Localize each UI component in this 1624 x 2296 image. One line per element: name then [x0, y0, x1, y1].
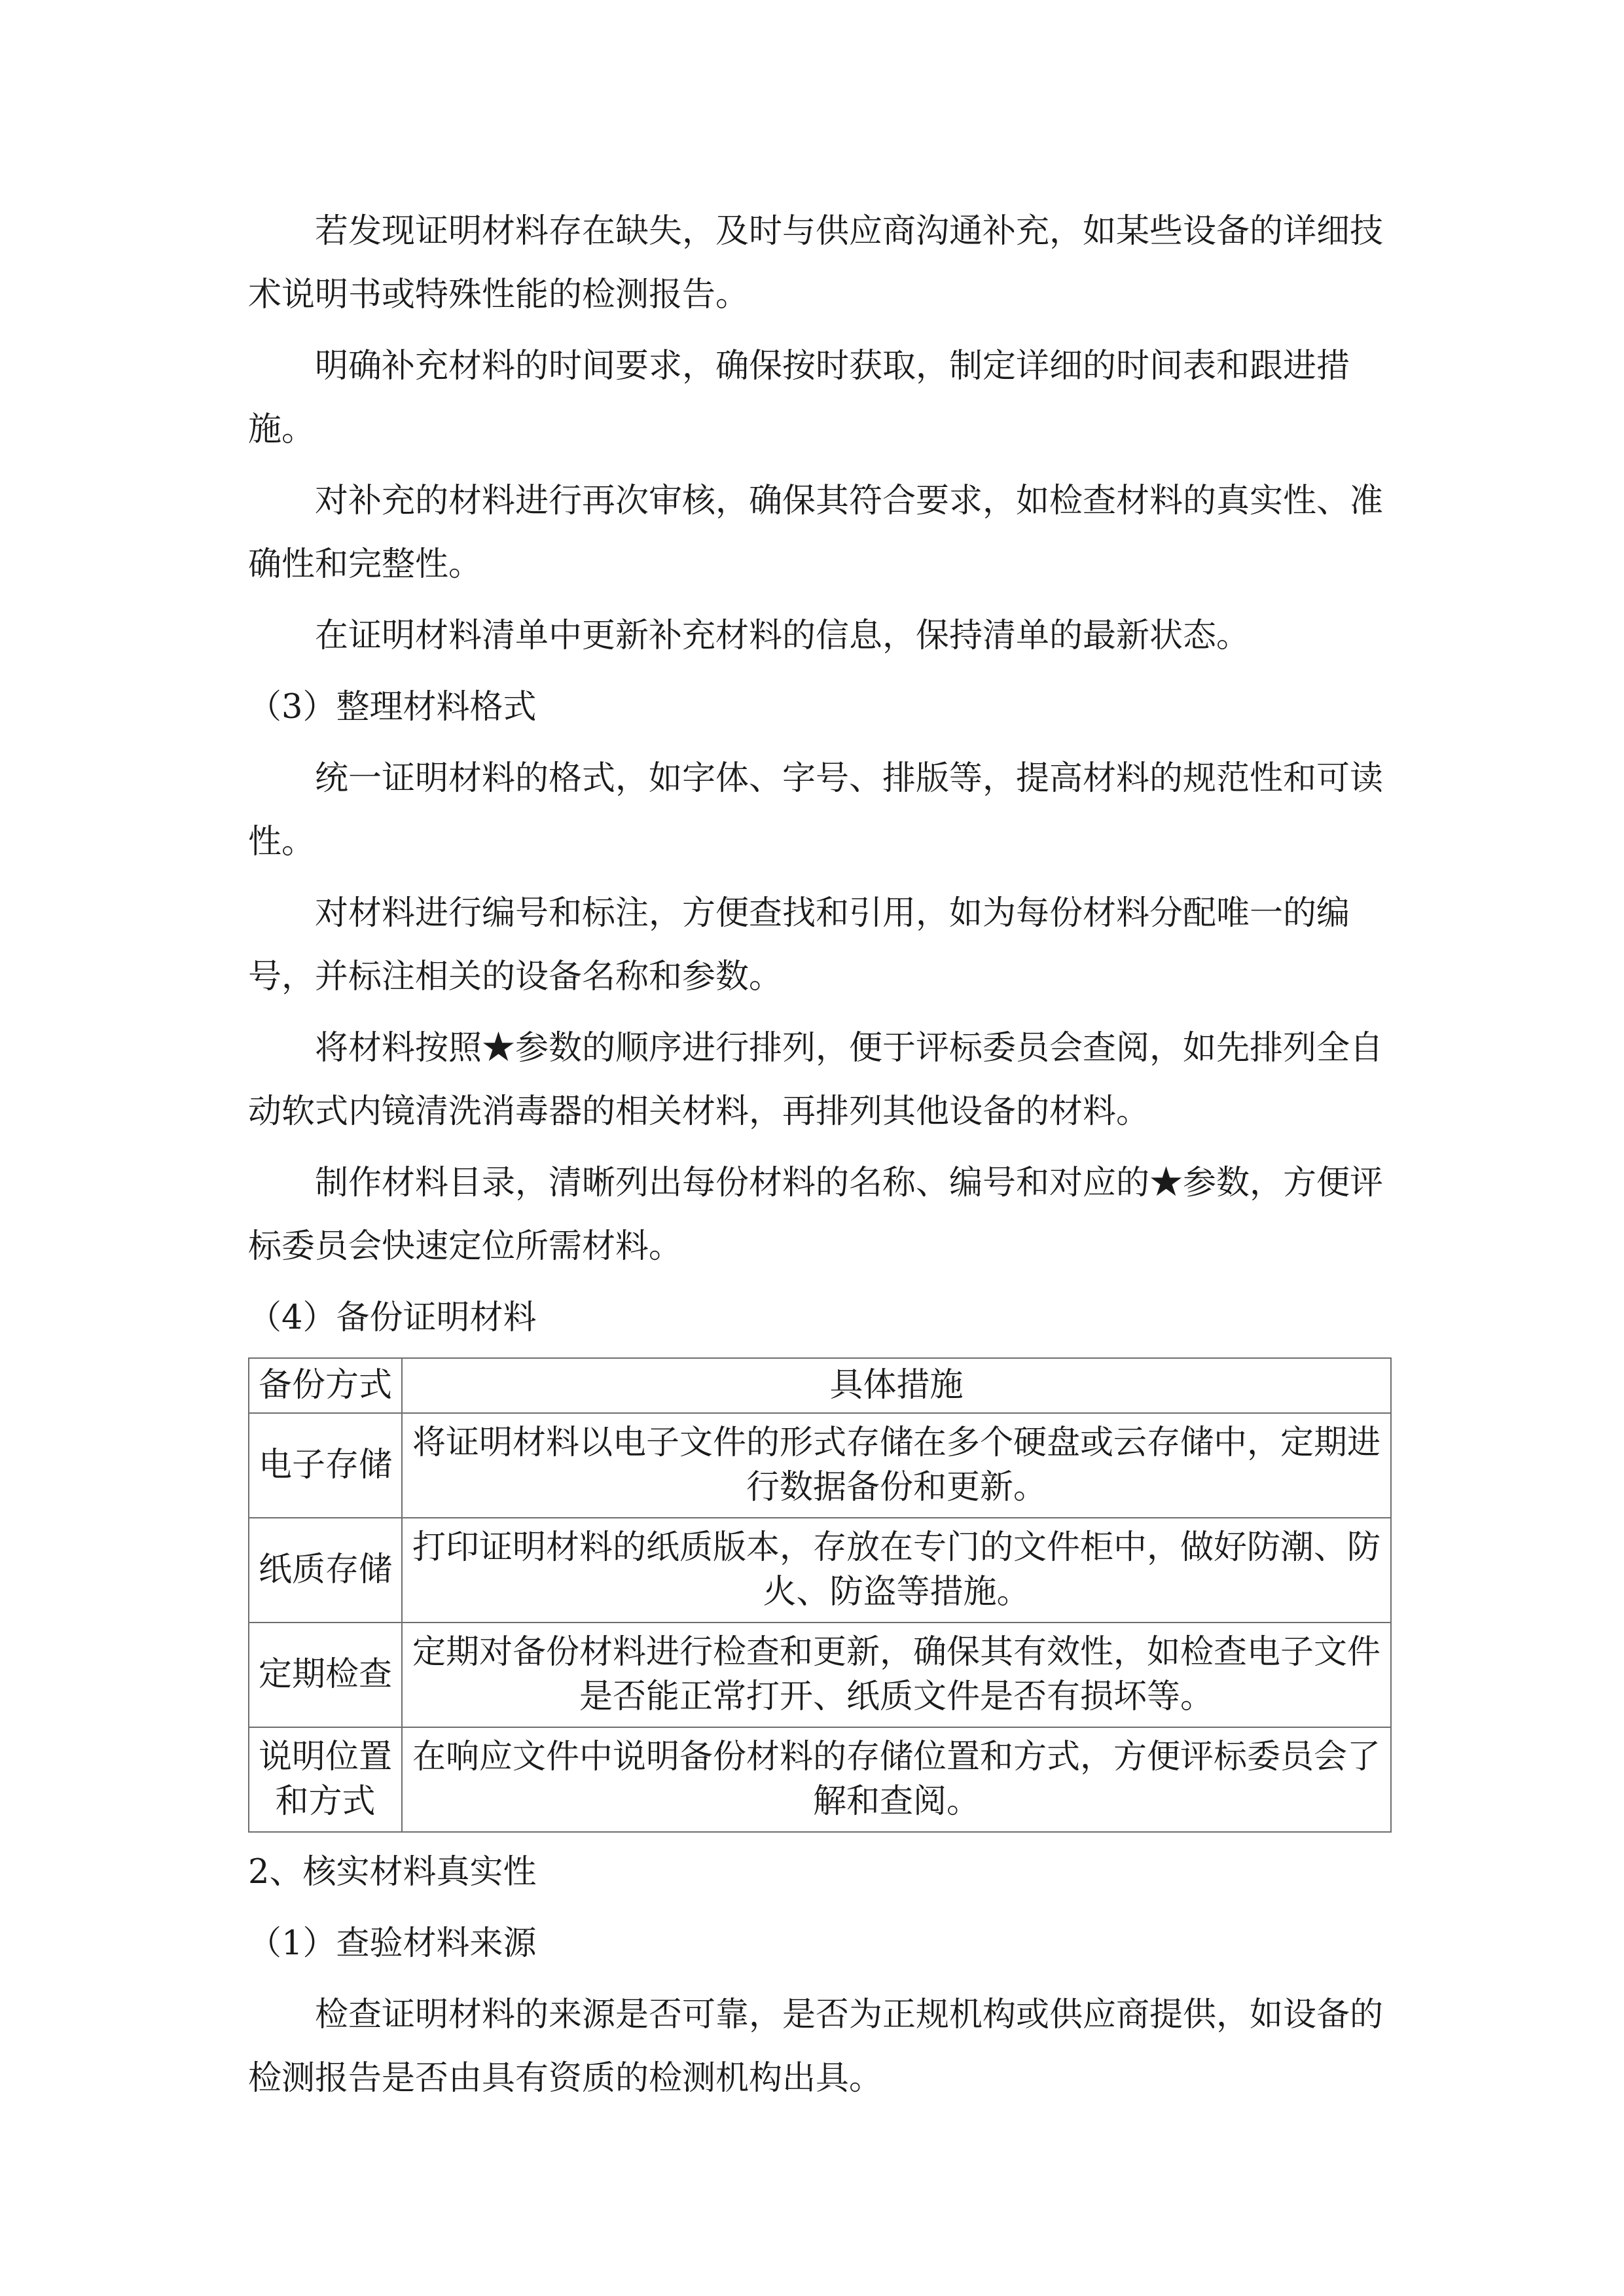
- backup-measure-cell: 定期对备份材料进行检查和更新，确保其有效性，如检查电子文件是否能正常打开、纸质文件是否有损坏等。: [402, 1623, 1391, 1727]
- table-header-method: 备份方式: [249, 1358, 402, 1413]
- body-paragraph: 对材料进行编号和标注，方便查找和引用，如为每份材料分配唯一的编号，并标注相关的设备名称和参数。: [248, 894, 1350, 996]
- backup-measure-cell: 在响应文件中说明备份材料的存储位置和方式，方便评标委员会了解和查阅。: [402, 1727, 1391, 1832]
- backup-method-cell: 纸质存储: [249, 1518, 402, 1623]
- body-paragraph: 统一证明材料的格式，如字体、字号、排版等，提高材料的规范性和可读性。: [248, 759, 1384, 861]
- backup-method-cell: 定期检查: [249, 1623, 402, 1727]
- backup-method-cell: 说明位置和方式: [249, 1727, 402, 1832]
- table-row: [249, 1623, 1391, 1727]
- section-heading: （4）备份证明材料: [248, 1299, 537, 1337]
- table-row: [249, 1413, 1391, 1518]
- supplement-section: [248, 200, 1390, 668]
- body-paragraph: 对补充的材料进行再次审核，确保其符合要求，如检查材料的真实性、准确性和完整性。: [248, 482, 1384, 584]
- subsection-heading: （1）查验材料来源: [248, 1924, 537, 1963]
- table-row: [249, 1518, 1391, 1623]
- backup-method-cell: 电子存储: [249, 1413, 402, 1518]
- body-paragraph: 制作材料目录，清晰列出每份材料的名称、编号和对应的★参数，方便评标委员会快速定位所需材料。: [248, 1164, 1384, 1266]
- body-paragraph: 检查证明材料的来源是否可靠，是否为正规机构或供应商提供，如设备的检测报告是否由具有资质的检测机构出具。: [248, 1996, 1384, 2098]
- table-header-measure: 具体措施: [402, 1358, 1391, 1413]
- table-body: [249, 1413, 1391, 1832]
- document-page: [248, 200, 1390, 2118]
- backup-measure-cell: 将证明材料以电子文件的形式存储在多个硬盘或云存储中，定期进行数据备份和更新。: [402, 1413, 1391, 1518]
- table-header-row: [249, 1358, 1391, 1413]
- body-paragraph: 明确补充材料的时间要求，确保按时获取，制定详细的时间表和跟进措施。: [248, 347, 1350, 449]
- section-heading: 2、核实材料真实性: [248, 1853, 537, 1892]
- table-head: [249, 1358, 1391, 1413]
- verify-section: [248, 1840, 1390, 2110]
- backup-section: [248, 1286, 1390, 1833]
- body-paragraph: 在证明材料清单中更新补充材料的信息，保持清单的最新状态。: [315, 617, 1250, 655]
- backup-measure-cell: 打印证明材料的纸质版本，存放在专门的文件柜中，做好防潮、防火、防盗等措施。: [402, 1518, 1391, 1623]
- format-section: [248, 675, 1390, 1278]
- section-heading: （3）整理材料格式: [248, 688, 537, 726]
- body-paragraph: 将材料按照★参数的顺序进行排列，便于评标委员会查阅，如先排列全自动软式内镜清洗消毒器的相关材料，再排列其他设备的材料。: [248, 1029, 1384, 1131]
- table-row: [249, 1727, 1391, 1832]
- body-paragraph: 若发现证明材料存在缺失，及时与供应商沟通补充，如某些设备的详细技术说明书或特殊性能的检测报告。: [248, 212, 1384, 314]
- backup-measures-table: [248, 1357, 1392, 1833]
